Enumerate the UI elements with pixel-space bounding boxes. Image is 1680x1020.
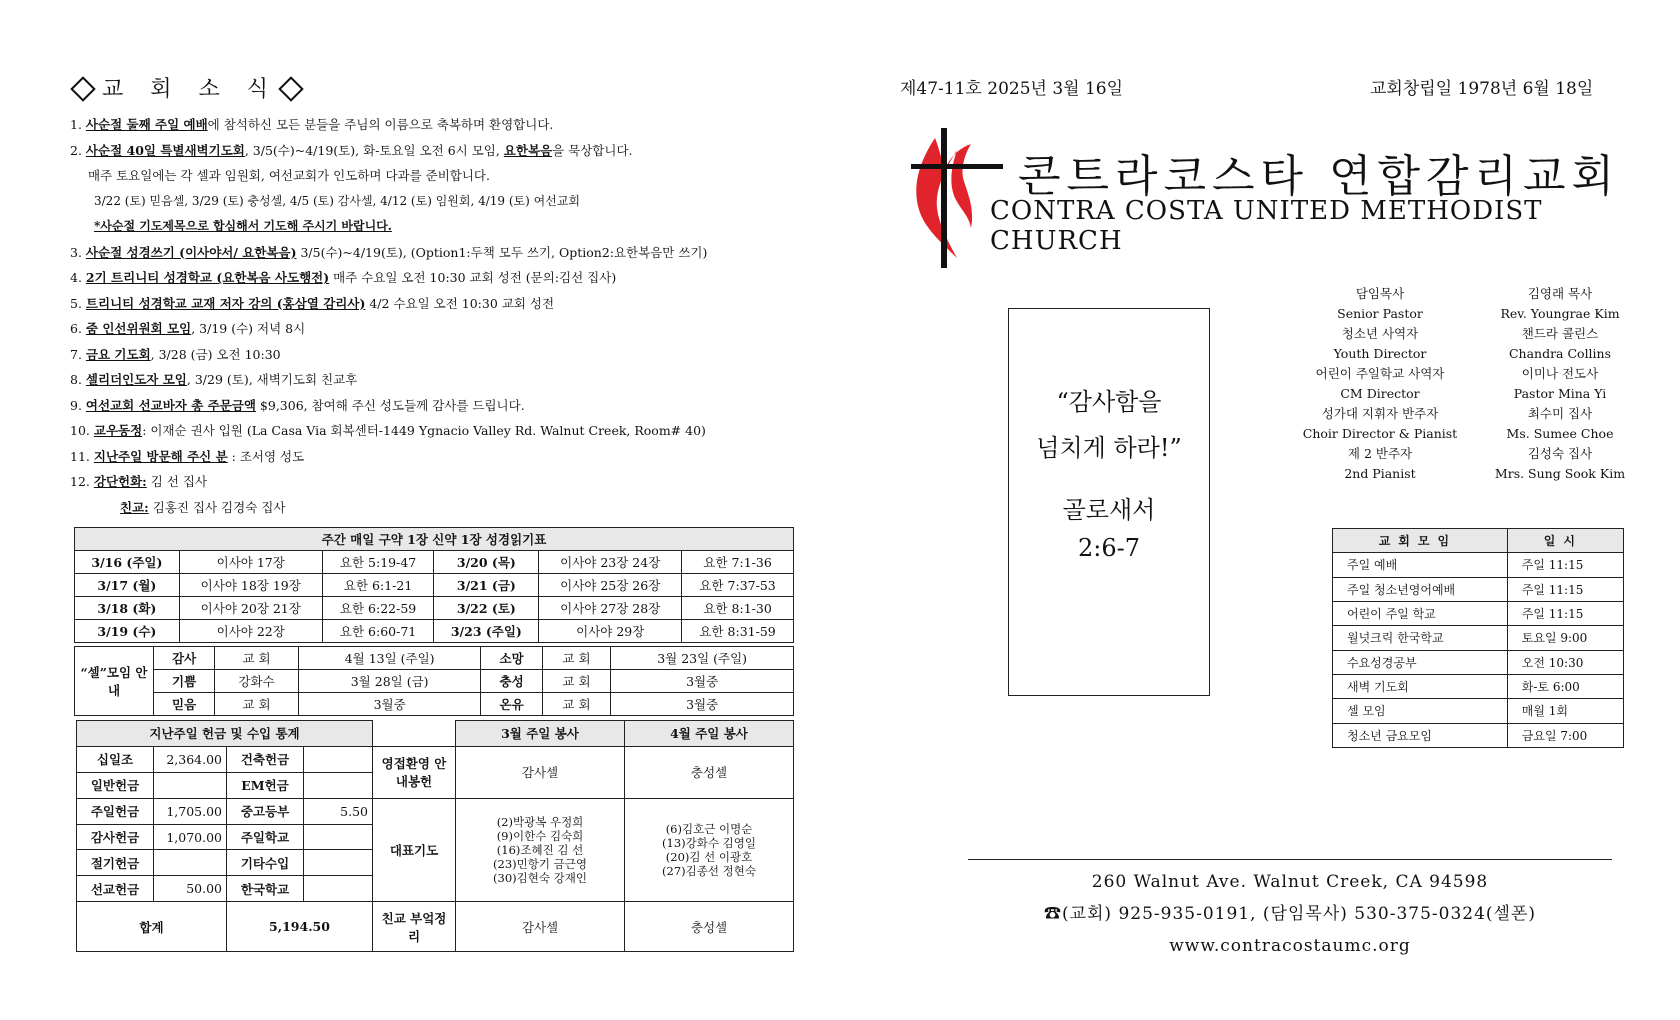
news-item: 8. 셀리더인도자 모임, 3/29 (토), 새벽기도회 친교후 <box>70 372 358 387</box>
address: 260 Walnut Ave. Walnut Creek, CA 94598 <box>1091 872 1489 892</box>
table-row: 새벽 기도회 화-토 6:00 <box>1333 674 1624 698</box>
offering-title: 지난주일 헌금 및 수입 통계 <box>77 721 373 747</box>
issue-date: 제47-11호 2025년 3월 16일 <box>900 79 1124 99</box>
news-item: 3. 사순절 성경쓰기 (이사야서/ 요한복음) 3/5(수)~4/19(토), (Option1:두책 모두 쓰기, Option2:요한복음만 쓰기) <box>70 244 708 260</box>
news-item: 2. 사순절 40일 특별새벽기도회, 3/5(수)~4/19(토), 화-토요일 오전 6시 모임, 요한복음을 묵상합니다. <box>70 142 633 158</box>
news-item: 3/22 (토) 믿음셀, 3/29 (토) 충성셀, 4/5 (토) 감사셀, 4/12 (토) 임원회, 4/19 (토) 여선교회 <box>94 193 581 208</box>
contact-info <box>968 866 1612 962</box>
diamond-icon <box>70 76 95 101</box>
table-row: “셀”모임 안내 감사 교 회 4월 13일 (주일) 소망 교 회 3월 23일 (주일) <box>75 647 794 670</box>
table-row: 믿음 교 회 3월중 온유 교 회 3월중 <box>75 693 794 716</box>
news-item: *사순절 기도제목으로 합심해서 기도해 주시기 바랍니다. <box>94 219 392 233</box>
verse-reference: 골로새서 <box>1062 496 1156 524</box>
table-row: 선교헌금 50.00 한국학교 <box>77 876 794 902</box>
table-row: 3/19 (수) 이사야 22장 요한 6:60-71 3/23 (주일) 이사야 29장 요한 8:31-59 <box>75 620 794 643</box>
table-row: 셀 모임 매월 1회 <box>1333 699 1624 723</box>
prayer-march-list: (2)박광복 우정희 (9)이한수 김숙희 (16)조혜진 김 선 (23)민항기 금근영 (30)김현숙 강재인 <box>456 798 625 902</box>
table-row: 어린이 주일 학교 주일 11:15 <box>1333 601 1624 625</box>
table-row: 3/17 (월) 이사야 18장 19장 요한 6:1-21 3/21 (금) 이사야 25장 26장 요한 7:37-53 <box>75 574 794 597</box>
table-row: 주일 예배 주일 11:15 <box>1333 553 1624 577</box>
news-item: 11. 지난주일 방문해 주신 분 : 조서영 성도 <box>70 448 305 464</box>
news-item: 매주 토요일에는 각 셀과 임원회, 여선교회가 인도하며 다과를 준비합니다. <box>88 168 490 183</box>
meeting-schedule-table: 교회모임 일시 주일 예배 주일 11:15 주일 청소년영어예배 주일 11:15 어린이 주일 학교 주일 11:15 월넛크릭 한국학교 토요일 9:00 수요성경공부 오전 10:30 새벽 기도회 화-토 6:00 셀 모임 매월 1회 청소년 금요모임 금요일 7:00 <box>1332 528 1624 748</box>
news-item: 1. 사순절 둘째 주일 예배에 참석하신 모든 분들을 주님의 이름으로 축복하며 환영합니다. <box>70 117 554 132</box>
table-row: 기쁨 강화수 3월 28일 (금) 충성 교 회 3월중 <box>75 670 794 693</box>
news-item: 12. 강단헌화: 김 선 집사 <box>70 474 208 489</box>
phone: ☎(교회) 925-935-0191, (담임목사) 530-375-0324(셀폰) <box>1043 904 1537 924</box>
website-link[interactable]: www.contracostaumc.org <box>1169 936 1411 956</box>
theme-verse-box <box>1008 308 1210 696</box>
table-row: 3/16 (주일) 이사야 17장 요한 5:19-47 3/20 (목) 이사야 23장 24장 요한 7:1-36 <box>75 551 794 574</box>
verse-line: “감사함을 <box>1056 388 1162 416</box>
verse-line: 넘치게 하라!” <box>1036 434 1182 462</box>
news-item: 6. 줌 인선위원회 모임, 3/19 (수) 저녁 8시 <box>70 321 306 336</box>
table-row: 3/18 (화) 이사야 20장 21장 요한 6:22-59 3/22 (토) 이사야 27장 28장 요한 8:1-30 <box>75 597 794 620</box>
table-row: 주일 청소년영어예배 주일 11:15 <box>1333 577 1624 601</box>
church-name-korean: 콘트라코스타 연합감리교회 <box>1018 151 1621 202</box>
table-row: 월넛크릭 한국학교 토요일 9:00 <box>1333 626 1624 650</box>
news-item: 7. 금요 기도회, 3/28 (금) 오전 10:30 <box>70 346 281 362</box>
april-service-header: 4월 주일 봉사 <box>625 721 794 747</box>
news-item: 9. 여선교회 선교바자 총 주문금액 $9,306, 참여해 주신 성도들께 감사를 드립니다. <box>70 397 525 413</box>
news-item: 10. 교우동정: 이재순 권사 입원 (La Casa Via 회복센터-1449 Ygnacio Valley Rd. Walnut Creek, Room# 40) <box>70 423 706 438</box>
table-title: 주간 매일 구약 1장 신약 1장 성경읽기표 <box>75 528 794 551</box>
diamond-icon <box>278 76 303 101</box>
cell-label: “셀”모임 안내 <box>75 647 154 716</box>
news-title <box>70 72 310 103</box>
table-row: 감사헌금 1,070.00 주일학교 <box>77 824 794 850</box>
news-list <box>70 112 810 520</box>
table-row: 수요성경공부 오전 10:30 <box>1333 650 1624 674</box>
founding-date: 교회창립일 1978년 6월 18일 <box>1370 79 1594 99</box>
bible-reading-table <box>74 527 794 643</box>
staff-roles: 담임목사 Senior Pastor 청소년 사역자 Youth Director 어린이 주일학교 사역자 CM Director 성가대 지휘자 반주자 Choir Director & Pianist 제 2 반주자 2nd Pianist <box>1302 286 1458 481</box>
offering-service-table <box>76 720 794 952</box>
divider <box>968 859 1612 860</box>
news-item: 친교: 김홍진 집사 김경숙 집사 <box>120 499 286 515</box>
table-row: 주일헌금 1,705.00 중고등부 5.50 대표기도 (2)박광복 우정희 (9)이한수 김숙희 (16)조혜진 김 선 (23)민항기 금근영 (30)김현숙 강재인 (6)김호근 이명순 (13)강화수 김영일 (20)김 선 이광호 (27)김종선 정현숙 <box>77 798 794 824</box>
news-title-text: 교 회 소 식 <box>102 77 278 102</box>
news-item: 4. 2기 트리니티 성경학교 (요한복음 사도행전) 매주 수요일 오전 10:30 교회 성전 (문의:김선 집사) <box>70 270 617 285</box>
verse-reference: 2:6-7 <box>1077 534 1140 562</box>
table-row: 십일조 2,364.00 건축헌금 영접환영 안내봉헌 감사셀 충성셀 <box>77 746 794 772</box>
march-service-header: 3월 주일 봉사 <box>456 721 625 747</box>
offering-total: 5,194.50 <box>227 902 373 952</box>
church-name-english: CONTRA COSTA UNITED METHODIST CHURCH <box>990 196 1543 256</box>
cell-meeting-table <box>74 646 794 716</box>
prayer-april-list: (6)김호근 이명순 (13)강화수 김영일 (20)김 선 이광호 (27)김종선 정현숙 <box>625 798 794 902</box>
table-row: 청소년 금요모임 금요일 7:00 <box>1333 723 1624 747</box>
staff-names: 김영래 목사 Rev. Youngrae Kim 챈드라 콜린스 Chandra Collins 이미나 전도사 Pastor Mina Yi 최수미 집사 Ms. Sumee Choe 김성숙 집사 Mrs. Sung Sook Kim <box>1494 286 1626 481</box>
table-row: 합계 5,194.50 친교 부엌정리 감사셀 충성셀 <box>77 902 794 952</box>
news-item: 5. 트리니티 성경학교 교재 저자 강의 (홍삼열 감리사) 4/2 수요일 오전 10:30 교회 성전 <box>70 295 555 311</box>
table-row: 일반헌금 EM헌금 <box>77 772 794 798</box>
table-row: 절기헌금 기타수입 <box>77 850 794 876</box>
